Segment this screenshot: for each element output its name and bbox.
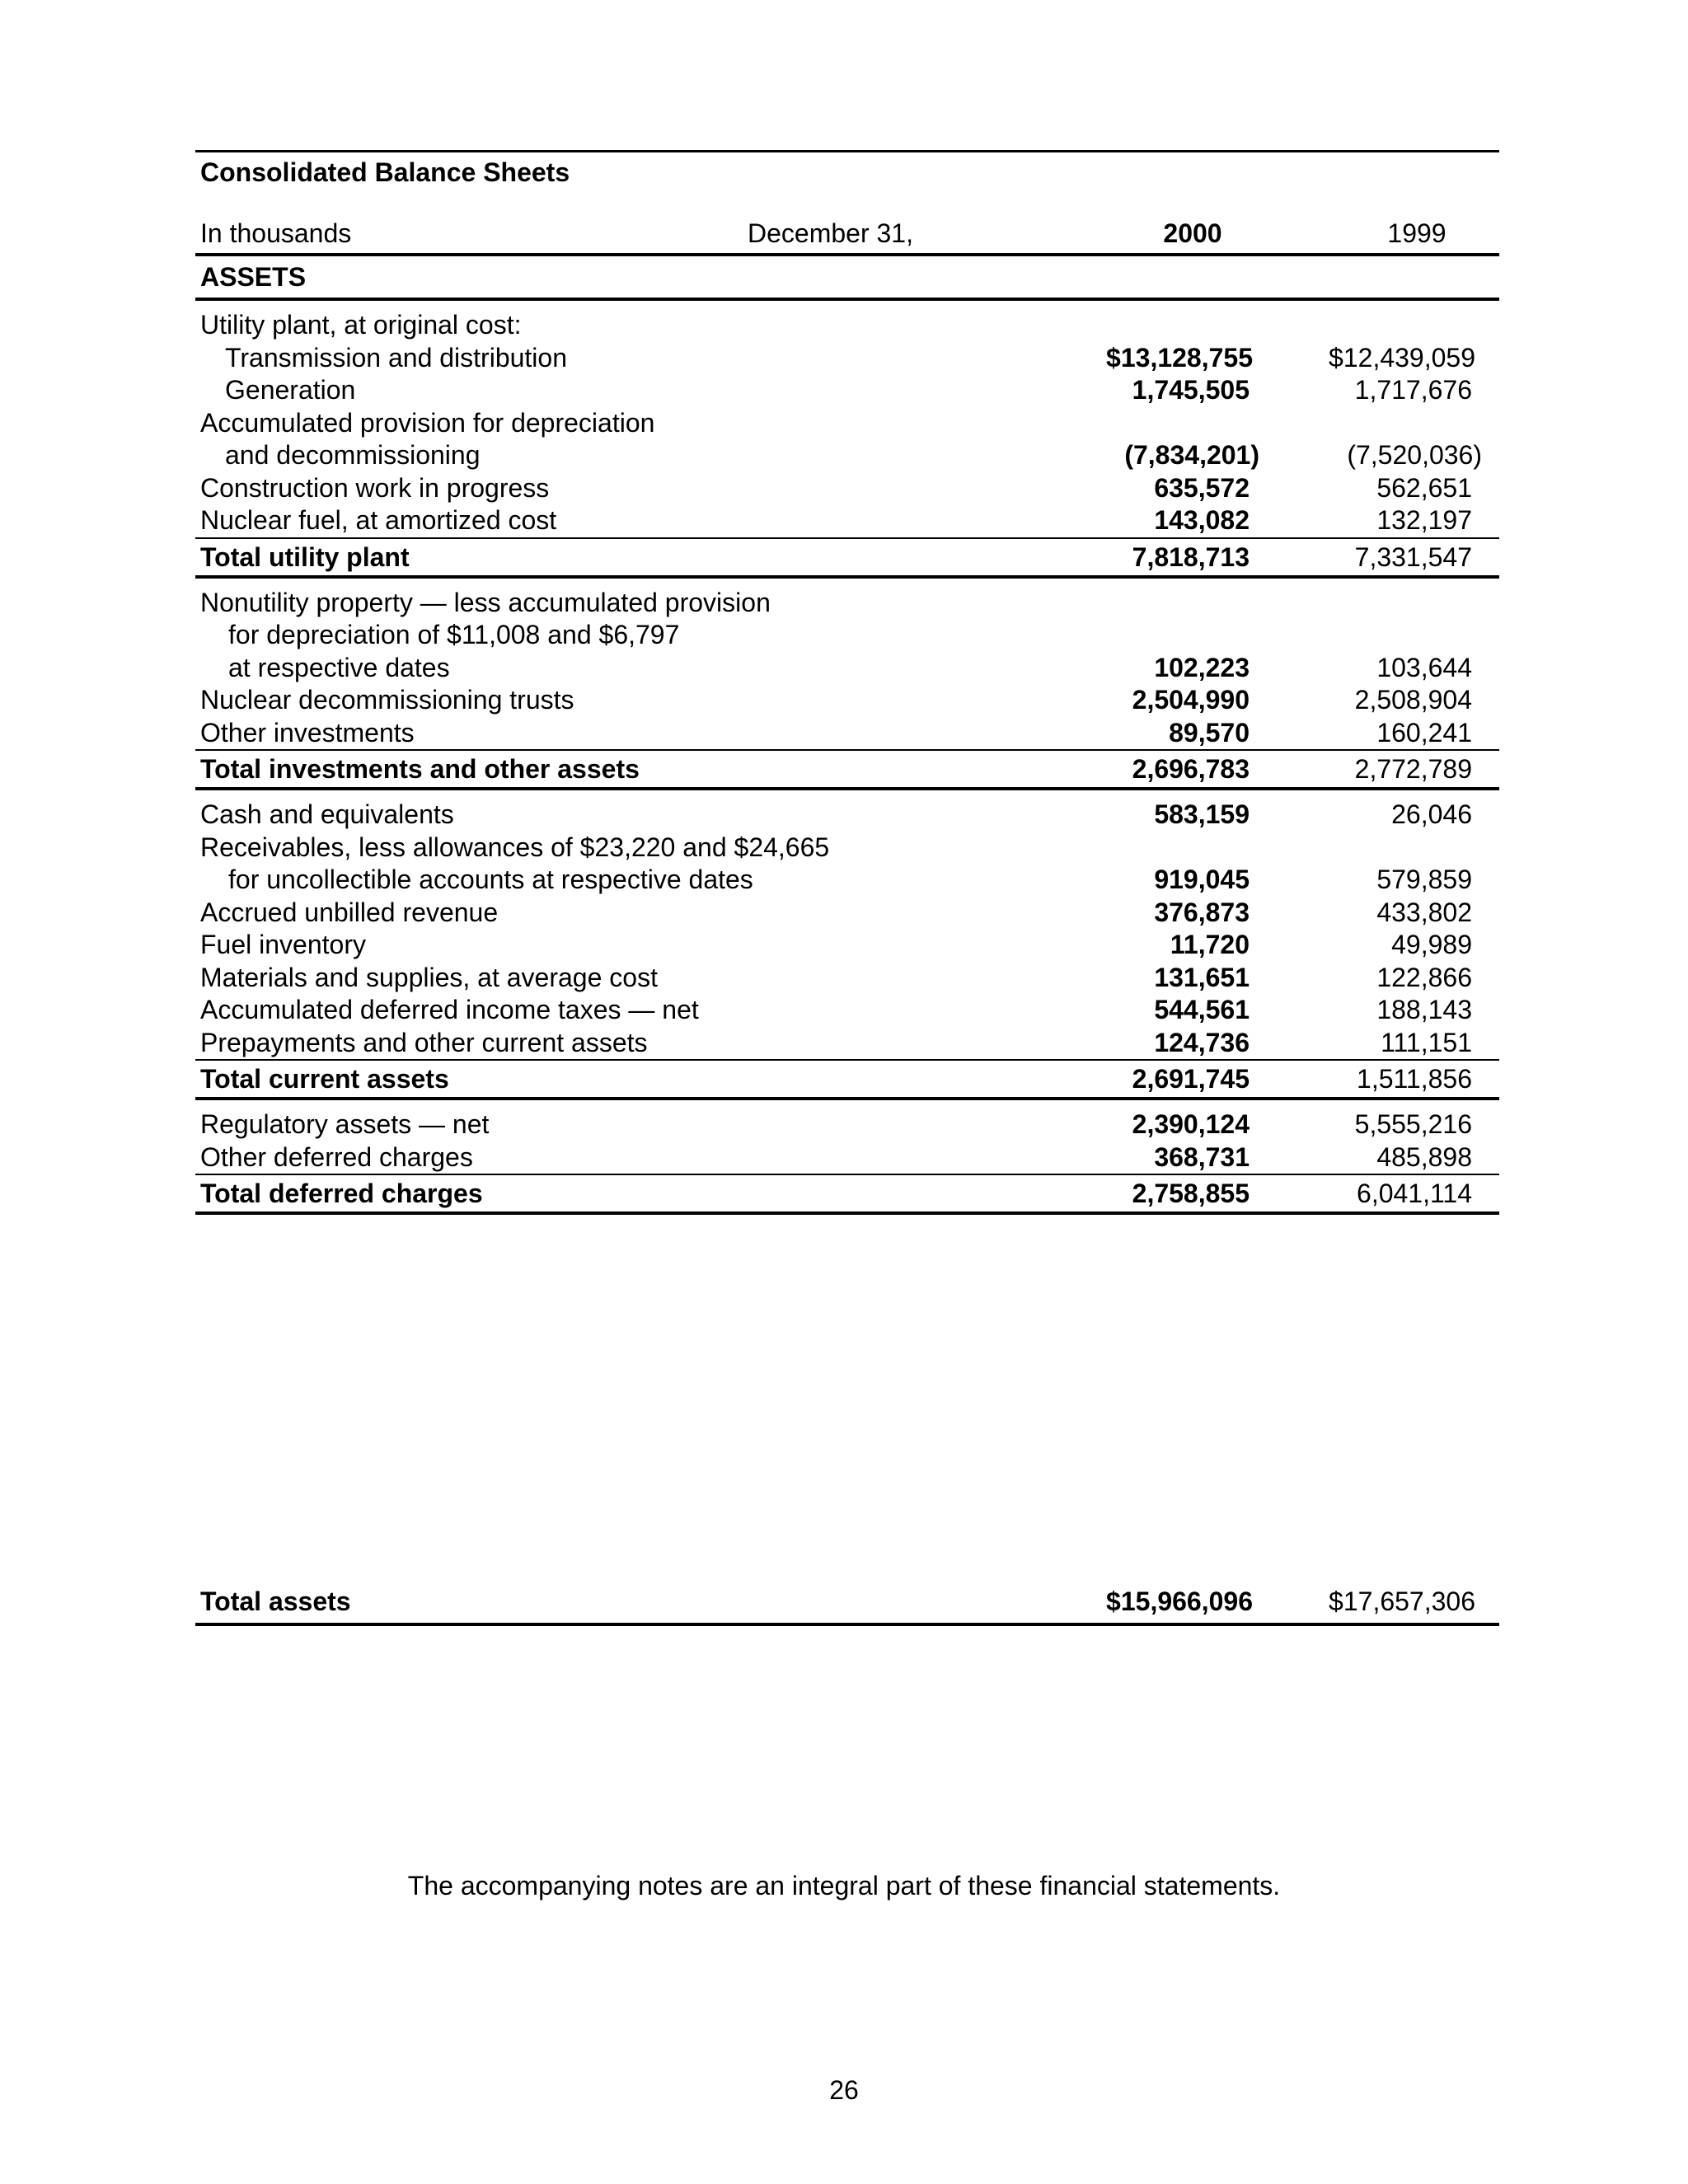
table-row — [195, 652, 1499, 685]
year-1999-header: 1999 — [1387, 218, 1447, 248]
row-label: for uncollectible accounts at respective dates — [228, 865, 753, 894]
value-2000: 1,745,505 — [1132, 375, 1250, 405]
value-2000: 2,758,855 — [1132, 1179, 1250, 1208]
value-2000: 635,572 — [1154, 472, 1250, 503]
table-row — [195, 717, 1499, 750]
value-2000: 131,651 — [1154, 962, 1250, 992]
table-row — [195, 374, 1499, 407]
value-2000: $13,128,755 — [1106, 342, 1253, 373]
value-2000: 544,561 — [1154, 995, 1250, 1024]
page-title: Consolidated Balance Sheets — [200, 157, 570, 187]
unit-label: In thousands — [200, 218, 352, 248]
table-row — [195, 832, 1499, 865]
value-2000: 89,570 — [1169, 717, 1250, 748]
table-row — [195, 962, 1499, 995]
value-1999: 26,046 — [1391, 799, 1472, 829]
row-label: Generation — [225, 375, 356, 405]
value-1999: $17,657,306 — [1329, 1586, 1475, 1616]
row-label: Total investments and other assets — [200, 754, 640, 784]
row-label: Cash and equivalents — [200, 799, 454, 829]
footnote: The accompanying notes are an integral part of these financial statements. — [407, 1871, 1281, 1900]
value-1999: (7,520,036) — [1347, 440, 1482, 470]
total-row-investments — [195, 749, 1499, 790]
table-row — [195, 309, 1499, 342]
table-row — [195, 864, 1499, 897]
value-2000: 7,818,713 — [1132, 541, 1250, 572]
date-label: December 31, — [748, 218, 913, 248]
row-label: Total assets — [200, 1586, 351, 1616]
value-1999: 1,511,856 — [1357, 1064, 1472, 1094]
row-label: Total deferred charges — [200, 1179, 483, 1208]
balance-sheet-table — [195, 150, 1499, 1215]
value-1999: 6,041,114 — [1357, 1179, 1472, 1208]
table-row — [195, 504, 1499, 537]
page-number: 26 — [829, 2075, 859, 2105]
row-label: Accumulated provision for depreciation — [200, 407, 655, 438]
row-label: Materials and supplies, at average cost — [200, 962, 658, 992]
table-row — [195, 799, 1499, 832]
row-label: Nonutility property — less accumulated provision — [200, 587, 771, 617]
value-2000: 143,082 — [1154, 505, 1250, 535]
value-1999: 579,859 — [1376, 865, 1472, 894]
value-1999: 5,555,216 — [1354, 1109, 1472, 1139]
row-label: for depreciation of $11,008 and $6,797 — [228, 620, 680, 649]
row-label: Transmission and distribution — [225, 342, 567, 373]
table-row — [195, 439, 1499, 472]
row-label: Utility plant, at original cost: — [200, 310, 522, 340]
value-2000: $15,966,096 — [1106, 1586, 1253, 1616]
value-2000: 11,720 — [1170, 930, 1250, 959]
table-row — [195, 929, 1499, 962]
row-label: Total current assets — [200, 1064, 449, 1094]
table-row — [195, 1108, 1499, 1141]
section-heading-assets: ASSETS — [195, 256, 1499, 301]
row-label: Total utility plant — [200, 541, 410, 572]
value-2000: 2,504,990 — [1132, 685, 1250, 715]
row-label: Nuclear fuel, at amortized cost — [200, 505, 557, 535]
total-assets-row — [195, 1580, 1499, 1626]
table-row — [195, 472, 1499, 505]
value-1999: 1,717,676 — [1354, 375, 1472, 405]
value-2000: 376,873 — [1154, 897, 1250, 927]
table-row — [195, 587, 1499, 620]
value-2000: (7,834,201) — [1124, 440, 1259, 470]
value-1999: $12,439,059 — [1329, 342, 1475, 373]
value-1999: 2,508,904 — [1354, 685, 1472, 715]
value-2000: 368,731 — [1154, 1141, 1250, 1172]
table-row — [195, 897, 1499, 930]
table-row — [195, 684, 1499, 717]
value-1999: 160,241 — [1376, 717, 1472, 748]
value-2000: 2,390,124 — [1132, 1109, 1250, 1139]
value-2000: 102,223 — [1154, 652, 1250, 682]
table-row — [195, 994, 1499, 1027]
row-label: and decommissioning — [225, 440, 481, 470]
row-label: Other deferred charges — [200, 1141, 473, 1172]
value-2000: 2,696,783 — [1132, 754, 1250, 784]
row-label: Nuclear decommissioning trusts — [200, 685, 574, 715]
value-1999: 562,651 — [1376, 472, 1472, 503]
value-1999: 49,989 — [1391, 930, 1472, 959]
value-2000: 919,045 — [1154, 865, 1250, 894]
value-2000: 2,691,745 — [1132, 1064, 1250, 1094]
table-row — [195, 1027, 1499, 1060]
row-label: Accumulated deferred income taxes — net — [200, 995, 699, 1024]
table-row — [195, 1141, 1499, 1174]
row-label: Accrued unbilled revenue — [200, 897, 499, 927]
row-label: Receivables, less allowances of $23,220 and $24,665 — [200, 832, 830, 862]
value-1999: 103,644 — [1376, 652, 1472, 682]
row-label: Other investments — [200, 717, 415, 748]
value-1999: 188,143 — [1376, 995, 1472, 1024]
row-label: at respective dates — [228, 652, 450, 682]
value-1999: 132,197 — [1376, 505, 1472, 535]
table-row — [195, 619, 1499, 652]
row-label: Fuel inventory — [200, 930, 366, 959]
value-1999: 122,866 — [1376, 962, 1472, 992]
value-2000: 124,736 — [1154, 1027, 1250, 1057]
row-label: Regulatory assets — net — [200, 1109, 490, 1139]
table-row — [195, 407, 1499, 440]
value-1999: 433,802 — [1376, 897, 1472, 927]
total-row-utility-plant — [195, 537, 1499, 579]
value-1999: 7,331,547 — [1354, 541, 1472, 572]
row-label: Prepayments and other current assets — [200, 1027, 648, 1057]
value-2000: 583,159 — [1154, 799, 1250, 829]
value-1999: 485,898 — [1376, 1141, 1472, 1172]
value-1999: 2,772,789 — [1354, 754, 1472, 784]
total-row-deferred-charges — [195, 1174, 1499, 1215]
column-header-row — [195, 213, 1499, 256]
value-1999: 111,151 — [1381, 1027, 1472, 1057]
total-row-current-assets — [195, 1059, 1499, 1100]
table-row — [195, 342, 1499, 375]
row-label: Construction work in progress — [200, 472, 550, 503]
year-2000-header: 2000 — [1163, 218, 1222, 248]
